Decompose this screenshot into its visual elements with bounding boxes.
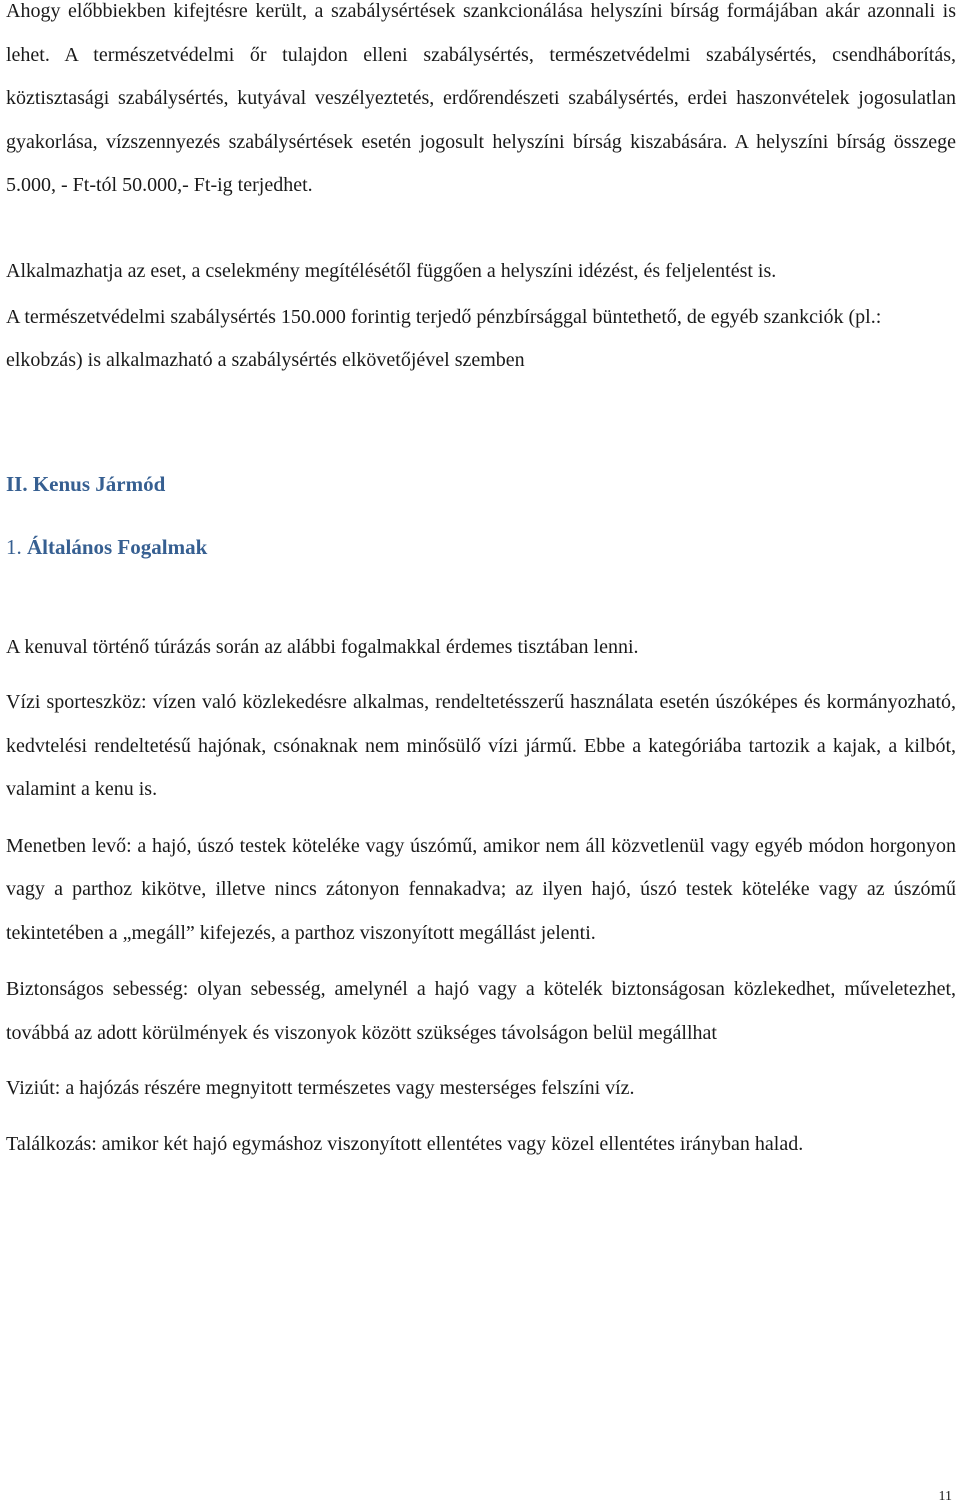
paragraph-penalty: A természetvédelmi szabálysértés 150.000 forintig terjedő pénzbírsággal büntethető, de egyéb szankciók (pl.: elkobzás) is alkalmazható a szabálysértés elkövetőjével szemben	[6, 305, 882, 371]
section-heading: II. Kenus Jármód	[6, 471, 166, 496]
paragraph-water-sports-equipment: Vízi sporteszköz: vízen való közlekedésre alkalmas, rendeltetésszerű használata esetén úszóképes és kormányozható, kedvtelési rendeltetésű hajónak, csónaknak nem minősülő vízi jármű. Ebbe a kategóriába tartozik a kajak, a kilbót, valamint a kenu is.	[6, 691, 956, 800]
subsection-heading	[6, 532, 956, 562]
paragraph-fines: Ahogy előbbiekben kifejtésre került, a szabálysértések szankcionálása helyszíni bírság formájában akár azonnali is lehet. A természetvédelmi őr tulajdon elleni szabálysértés, természetvédelmi szabálysértés, csendháborítás, köztisztasági szabálysértés, kutyával veszélyeztetés, erdőrendészeti szabálysértés, erdei haszonvételek jogosulatlan gyakorlása, vízszennyezés szabálysértések esetén jogosult helyszíni bírság kiszabására. A helyszíni bírság összege 5.000, - Ft-tól 50.000,- Ft-ig terjedhet.	[6, 0, 956, 196]
paragraph-waterway: Viziút: a hajózás részére megnyitott természetes vagy mesterséges felszíni víz.	[6, 1077, 635, 1099]
document-page	[6, 0, 956, 1166]
paragraph-summons: Alkalmazhatja az eset, a cselekmény megítélésétől függően a helyszíni idézést, és feljelentést is.	[6, 259, 777, 282]
subsection-number: 1.	[6, 534, 22, 559]
page-number: 11	[938, 1489, 952, 1504]
subsection-title: Általános Fogalmak	[27, 534, 208, 559]
paragraph-meeting: Találkozás: amikor két hajó egymáshoz viszonyított ellentétes vagy közel ellentétes irányban halad.	[6, 1132, 804, 1155]
paragraph-intro: A kenuval történő túrázás során az alábbi fogalmakkal érdemes tisztában lenni.	[6, 635, 639, 658]
paragraph-underway: Menetben levő: a hajó, úszó testek köteléke vagy úszómű, amikor nem áll közvetlenül vagy egyéb módon horgonyon vagy a parthoz kikötve, illetve nincs zátonyon fennakadva; az ilyen hajó, úszó testek köteléke vagy az úszómű tekintetében a „megáll” kifejezés, a parthoz viszonyított megállást jelenti.	[6, 834, 956, 944]
paragraph-safe-speed: Biztonságos sebesség: olyan sebesség, amelynél a hajó vagy a kötelék biztonságosan közlekedhet, műveletezhet, továbbá az adott körülmények és viszonyok között szükséges távolságon belül megállhat	[6, 978, 956, 1044]
